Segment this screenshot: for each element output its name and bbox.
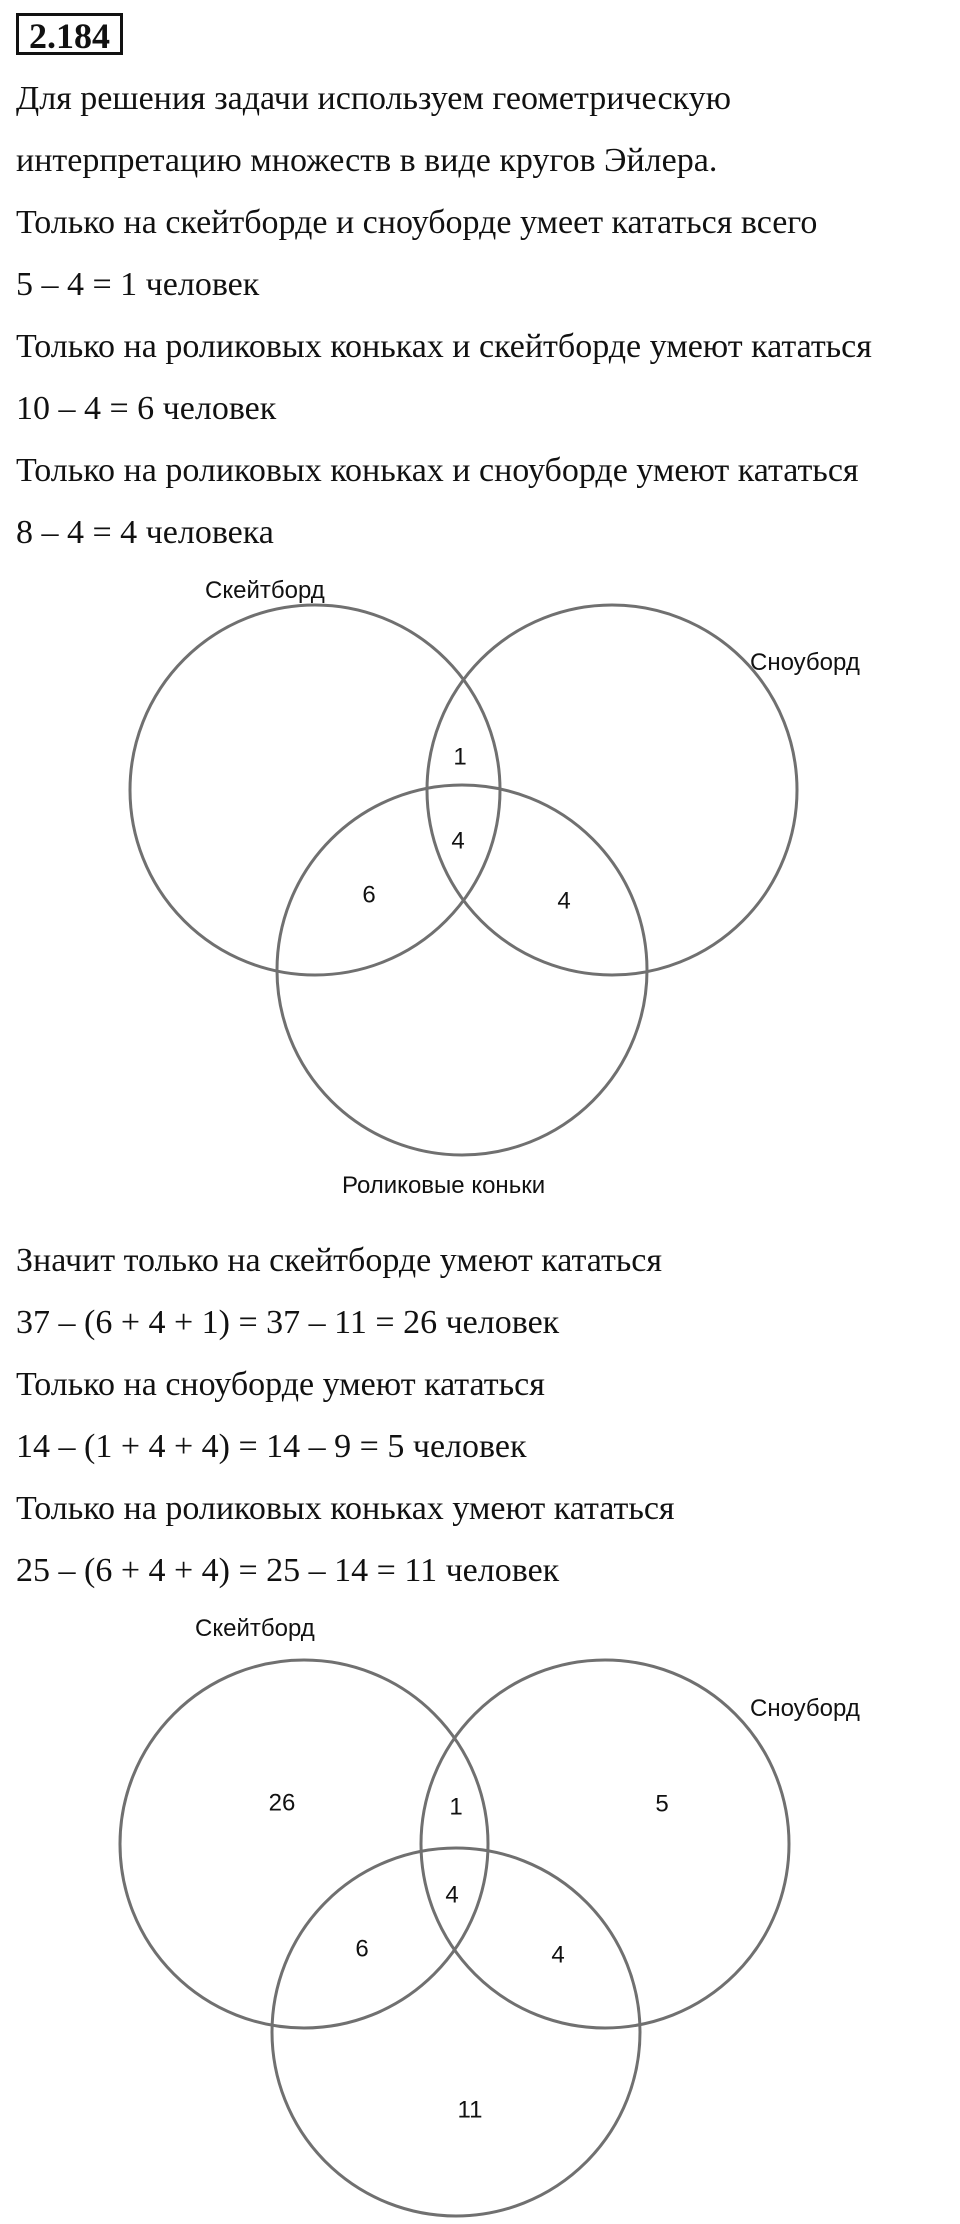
region-all-three: 4 — [451, 827, 465, 855]
conclusion-line-2: 37 – (6 + 4 + 1) = 37 – 11 = 26 человек — [16, 1304, 560, 1341]
conclusion-line-1: Значит только на скейтборде умеют кататься — [16, 1242, 663, 1279]
skateboard-label: Скейтборд — [205, 577, 325, 604]
intro-line-4: 5 – 4 = 1 человек — [16, 266, 260, 303]
region-skate-only: 26 — [268, 1789, 296, 1817]
venn-diagram-2 — [0, 1608, 960, 2224]
intro-line-6: 10 – 4 = 6 человек — [16, 390, 277, 427]
snowboard-circle — [421, 1660, 789, 2028]
intro-line-3: Только на скейтборде и сноуборде умеет кататься всего — [16, 204, 818, 241]
region-skate-rollers: 6 — [362, 881, 376, 909]
region-snow-rollers: 4 — [551, 1941, 565, 1969]
skateboard-circle — [120, 1660, 488, 2028]
problem-number: 2.184 — [16, 13, 123, 55]
venn-diagram-1 — [0, 560, 960, 1210]
snowboard-label: Сноуборд — [750, 1695, 860, 1722]
conclusion-line-3: Только на сноуборде умеют кататься — [16, 1366, 545, 1403]
intro-line-5: Только на роликовых коньках и скейтборде умеют кататься — [16, 328, 872, 365]
snowboard-circle — [427, 605, 797, 975]
intro-line-7: Только на роликовых коньках и сноуборде умеют кататься — [16, 452, 859, 489]
region-rollers-only: 11 — [457, 2096, 483, 2124]
region-snow-rollers: 4 — [557, 887, 571, 915]
conclusion-line-4: 14 – (1 + 4 + 4) = 14 – 9 = 5 человек — [16, 1428, 527, 1465]
region-skate-snow: 1 — [453, 743, 467, 771]
region-all-three: 4 — [445, 1881, 459, 1909]
conclusion-line-5: Только на роликовых коньках умеют кататься — [16, 1490, 675, 1527]
skateboard-label: Скейтборд — [195, 1615, 315, 1642]
snowboard-label: Сноуборд — [750, 649, 860, 676]
region-snow-only: 5 — [655, 1790, 669, 1818]
intro-line-1: Для решения задачи используем геометрическую — [16, 80, 731, 117]
conclusion-line-6: 25 – (6 + 4 + 4) = 25 – 14 = 11 человек — [16, 1552, 560, 1589]
intro-line-2: интерпретацию множеств в виде кругов Эйлера. — [16, 142, 718, 179]
rollers-label: Роликовые коньки — [342, 1172, 546, 1199]
skateboard-circle — [130, 605, 500, 975]
region-skate-snow: 1 — [449, 1793, 463, 1821]
intro-line-8: 8 – 4 = 4 человека — [16, 514, 274, 551]
region-skate-rollers: 6 — [355, 1935, 369, 1963]
